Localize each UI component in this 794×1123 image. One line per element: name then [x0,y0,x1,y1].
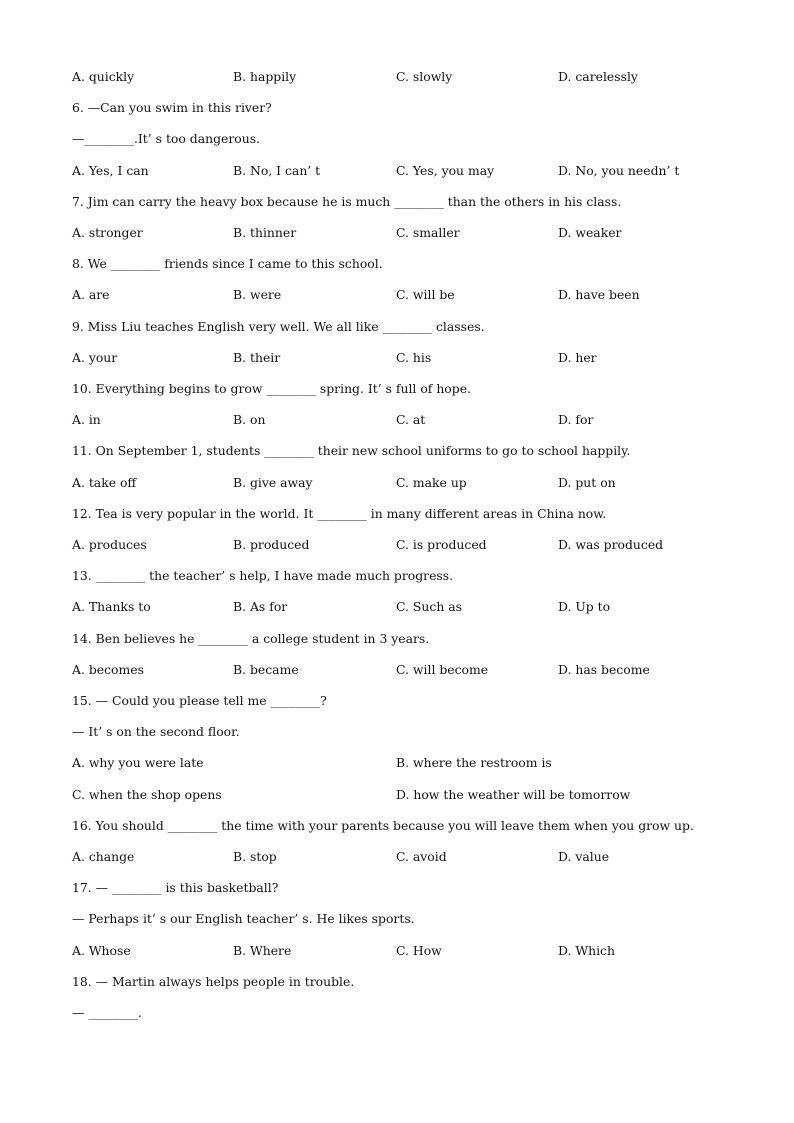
answer-options [72,163,732,179]
question-line: — It’ s on the second floor. [72,724,240,739]
answer-option: C. How [396,943,442,958]
answer-option: C. will be [396,287,455,302]
question-line: 8. We ________ friends since I came to this school. [72,256,383,271]
question-line: 12. Tea is very popular in the world. It ________ in many different areas in China now. [72,506,607,521]
answer-option: A. quickly [72,69,135,84]
answer-option: D. put on [558,475,616,490]
question-line: 7. Jim can carry the heavy box because he is much ________ than the others in his class. [72,194,622,209]
answer-options [72,943,732,959]
answer-option: D. has become [558,662,650,677]
answer-option: C. Such as [396,599,462,614]
answer-option: B. thinner [233,225,297,240]
answer-option: C. avoid [396,849,447,864]
question-line: 15. — Could you please tell me ________? [72,693,327,708]
answer-option: B. became [233,662,299,677]
answer-option: A. take off [72,475,137,490]
answer-option: A. your [72,350,118,365]
question-line: 10. Everything begins to grow ________ spring. It’ s full of hope. [72,381,471,396]
answer-option: A. becomes [72,662,144,677]
answer-option: A. produces [72,537,147,552]
answer-options [72,69,732,85]
answer-option: B. give away [233,475,313,490]
answer-options [72,755,732,771]
answer-option: A. change [72,849,135,864]
question-line: —________.It’ s too dangerous. [72,131,261,146]
question-line: 18. — Martin always helps people in trouble. [72,974,355,989]
answer-options [72,287,732,303]
answer-option: B. Where [233,943,292,958]
answer-option: D. weaker [558,225,622,240]
answer-options [72,849,732,865]
question-line: 17. — ________ is this basketball? [72,880,279,895]
answer-option: B. were [233,287,282,302]
answer-option: D. Up to [558,599,611,614]
question-line: 6. —Can you swim in this river? [72,100,272,115]
answer-options [72,412,732,428]
answer-options [72,537,732,553]
answer-option: A. Yes, I can [72,163,149,178]
answer-options [72,225,732,241]
answer-option: B. on [233,412,266,427]
answer-options [72,475,732,491]
answer-option: A. in [72,412,101,427]
answer-option: A. why you were late [72,755,204,770]
answer-options [72,787,732,803]
answer-option: A. Whose [72,943,131,958]
answer-option: D. was produced [558,537,664,552]
answer-option: C. make up [396,475,467,490]
answer-option: D. Which [558,943,615,958]
answer-option: B. happily [233,69,297,84]
answer-option: C. at [396,412,426,427]
answer-option: A. Thanks to [72,599,151,614]
answer-option: D. carelessly [558,69,638,84]
answer-options [72,662,732,678]
answer-option: B. stop [233,849,277,864]
answer-option: D. her [558,350,597,365]
answer-option: C. Yes, you may [396,163,495,178]
question-line: 9. Miss Liu teaches English very well. We all like ________ classes. [72,319,485,334]
answer-option: D. how the weather will be tomorrow [396,787,631,802]
question-line: 14. Ben believes he ________ a college student in 3 years. [72,631,430,646]
question-line: 16. You should ________ the time with your parents because you will leave them when you grow up. [72,818,694,833]
question-line: 11. On September 1, students ________ their new school uniforms to go to school happily. [72,443,631,458]
answer-option: A. stronger [72,225,143,240]
answer-option: C. his [396,350,432,365]
answer-option: B. their [233,350,281,365]
answer-options [72,350,732,366]
answer-option: A. are [72,287,110,302]
answer-option: D. for [558,412,594,427]
answer-option: C. will become [396,662,489,677]
answer-option: D. value [558,849,610,864]
answer-option: B. No, I can’ t [233,163,321,178]
answer-options [72,599,732,615]
answer-option: C. smaller [396,225,460,240]
question-line: 13. ________ the teacher’ s help, I have made much progress. [72,568,454,583]
answer-option: C. is produced [396,537,487,552]
answer-option: B. where the restroom is [396,755,552,770]
answer-option: B. As for [233,599,288,614]
answer-option: C. slowly [396,69,453,84]
answer-option: D. No, you needn’ t [558,163,680,178]
answer-option: D. have been [558,287,640,302]
question-line: — Perhaps it’ s our English teacher’ s. He likes sports. [72,911,415,926]
answer-option: B. produced [233,537,310,552]
answer-option: C. when the shop opens [72,787,222,802]
question-line: — ________. [72,1005,142,1020]
